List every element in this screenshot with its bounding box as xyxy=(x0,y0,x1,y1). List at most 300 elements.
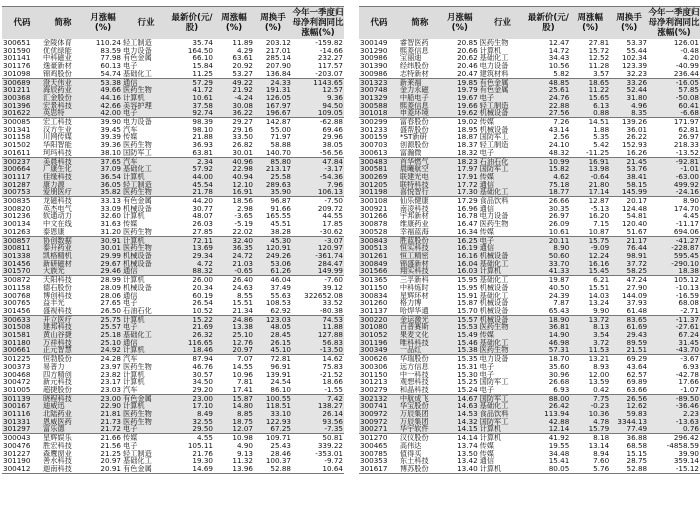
turnover-cell: 191.31 xyxy=(254,86,292,94)
month-change-cell: 16.47 xyxy=(457,220,478,228)
turnover-cell: 53.76 xyxy=(610,165,648,173)
profit-growth-cell: 9.36 xyxy=(292,94,344,102)
industry-cell: 医药生物 xyxy=(123,362,152,371)
code-cell: 300843 xyxy=(359,236,399,244)
code-cell: 301080 xyxy=(359,323,399,331)
turnover-cell: 32.23 xyxy=(610,70,648,78)
code-cell: 302132 xyxy=(359,394,399,402)
code-cell: 300108 xyxy=(360,196,388,205)
week-change-cell: 7.07 xyxy=(236,354,253,363)
code-cell: 301297 xyxy=(2,425,42,433)
month-change-cell: 42.66 xyxy=(84,102,122,110)
month-change-cell: 37.09 xyxy=(84,165,122,173)
turnover-cell: 48.05 xyxy=(254,323,292,331)
month-change-cell: 18.37 xyxy=(457,141,478,149)
code-cell: 300768 xyxy=(3,291,31,300)
month-change-cell: 77.98 xyxy=(100,54,121,63)
industry-cell: 通信 xyxy=(122,267,170,275)
week-change-cell: 3.54 xyxy=(570,331,610,339)
name-cell: 宏工科技 xyxy=(43,117,72,126)
price-cell: 6.93 xyxy=(526,386,570,394)
code-cell: 300588 xyxy=(359,102,399,110)
name-cell: 中科磁业 xyxy=(43,54,72,63)
turnover-cell: 136.84 xyxy=(254,70,292,78)
name-cell: 博苏股份 xyxy=(399,465,441,473)
code-cell: 301270 xyxy=(360,433,388,442)
turnover-cell: 28.75 xyxy=(626,457,648,465)
industry-cell: 传媒 xyxy=(479,117,495,126)
week-change-cell: 0.88 xyxy=(570,109,610,117)
month-change-cell: 17.30 xyxy=(441,188,479,196)
profit-growth-cell: 296.42 xyxy=(673,433,699,442)
table-row xyxy=(2,236,344,244)
week-change-cell: 15.45 xyxy=(570,267,610,275)
table-row xyxy=(2,197,344,205)
turnover-cell: 35.90 xyxy=(254,188,292,196)
industry-cell: 有色金属 xyxy=(122,394,170,402)
price-cell: 88.00 xyxy=(526,394,570,402)
month-change-cell: 23.00 xyxy=(84,394,122,402)
industry-cell: 有色金属 xyxy=(123,54,152,63)
profit-growth-cell: -10.13 xyxy=(675,283,699,292)
week-change-cell: 13.21 xyxy=(588,354,610,363)
industry-cell: 电子 xyxy=(479,94,527,102)
month-change-cell: 19.79 xyxy=(441,86,479,94)
name-cell: 泰恩康 xyxy=(42,228,84,236)
month-change-cell: 14.63 xyxy=(441,402,479,410)
code-cell: 301590 xyxy=(3,46,31,55)
industry-cell: 医药生物 xyxy=(479,220,509,228)
month-change-cell: 37.65 xyxy=(84,157,122,165)
name-cell: 盛视科技 xyxy=(42,307,84,315)
industry-cell: 机械设备 xyxy=(122,260,170,268)
code-cell: 301611 xyxy=(2,149,42,157)
table-row xyxy=(2,165,344,173)
industry-cell: 轻工制造 xyxy=(479,102,527,110)
industry-cell: 食品饮料 xyxy=(479,196,509,205)
week-change-cell: 13.59 xyxy=(588,378,610,386)
month-change-cell: 15.87 xyxy=(457,299,478,307)
price-cell: 22.88 xyxy=(526,102,570,110)
table-row xyxy=(359,355,700,363)
week-change-cell: 12.00 xyxy=(588,370,610,379)
profit-growth-cell: 10.64 xyxy=(292,465,344,473)
price-cell: 30.35 xyxy=(548,204,570,213)
table-row xyxy=(359,323,700,331)
name-cell: 宏景科技 xyxy=(42,102,84,110)
week-change-cell: 22.02 xyxy=(214,228,254,236)
turnover-cell: 98.91 xyxy=(610,252,648,260)
profit-growth-cell: 209.72 xyxy=(317,204,343,213)
code-cell: 301225 xyxy=(3,354,31,363)
week-change-cell: 63.61 xyxy=(232,54,253,63)
month-change-cell: 33.13 xyxy=(100,196,121,205)
month-change-cell: 31.63 xyxy=(100,220,121,228)
month-change-cell: 15.57 xyxy=(441,315,479,323)
name-cell: 迪威迅 xyxy=(42,402,84,410)
name-cell: *ST新研 xyxy=(399,133,427,142)
price-cell: 18.77 xyxy=(526,188,570,196)
code-cell: 300299 xyxy=(360,117,388,126)
turnover-cell: 72.81 xyxy=(270,354,291,363)
week-change-cell: 15.65 xyxy=(570,94,610,102)
profit-growth-cell: 339.22 xyxy=(317,441,343,450)
industry-cell: 医药生物 xyxy=(479,323,527,331)
turnover-cell: 71.97 xyxy=(270,133,291,142)
week-change-cell: -11.25 xyxy=(570,149,610,157)
month-change-cell: 21.66 xyxy=(100,433,121,442)
price-cell: 19.55 xyxy=(548,441,570,450)
name-cell: 联特科技 xyxy=(399,181,441,189)
right-table-body xyxy=(359,39,700,473)
industry-cell: 通信 xyxy=(123,291,138,300)
table-row xyxy=(2,205,344,213)
industry-cell: 国防军工 xyxy=(479,418,527,426)
price-cell: 57.31 xyxy=(526,346,570,354)
industry-cell: 基础化工 xyxy=(122,70,170,78)
price-cell: 2.34 xyxy=(170,157,214,165)
code-cell: 301329 xyxy=(359,94,399,102)
code-cell: 300483 xyxy=(359,157,399,165)
table-row xyxy=(2,212,344,220)
name-cell: 软通动力 xyxy=(43,212,72,221)
profit-growth-cell: 232.27 xyxy=(317,54,343,63)
industry-cell: 国防军工 xyxy=(479,394,527,402)
name-cell: 恒实科技 xyxy=(399,244,441,252)
table-row xyxy=(2,149,344,157)
name-cell: 志特新材 xyxy=(399,70,441,78)
industry-cell: 计算机 xyxy=(123,212,145,221)
week-change-cell: 13.24 xyxy=(588,299,610,307)
price-cell: 32.55 xyxy=(170,418,214,426)
industry-cell: 传媒 xyxy=(123,220,138,228)
month-change-cell: 49.66 xyxy=(84,86,122,94)
name-cell: 值得买 xyxy=(399,449,422,458)
profit-growth-cell: -80.38 xyxy=(292,307,344,315)
profit-growth-cell: 595.45 xyxy=(648,252,700,260)
table-row xyxy=(2,410,344,418)
code-cell: 300872 xyxy=(3,275,31,284)
industry-cell: 电子 xyxy=(123,441,138,450)
table-row xyxy=(359,102,700,110)
week-change-cell: 40.96 xyxy=(214,157,254,165)
industry-cell: 机械设备 xyxy=(479,125,509,134)
price-cell: 48.07 xyxy=(192,212,213,221)
industry-cell: 机械设备 xyxy=(479,315,527,323)
table-row xyxy=(2,54,344,62)
industry-cell: 电子 xyxy=(479,362,495,371)
industry-cell: 计算机 xyxy=(123,275,145,284)
profit-growth-cell: 1143.65 xyxy=(292,78,344,86)
month-change-cell: 20.47 xyxy=(441,70,479,78)
week-change-cell: 16.16 xyxy=(570,260,610,268)
name-cell: 百普赛斯 xyxy=(399,323,441,331)
profit-growth-cell: 17.85 xyxy=(322,220,343,228)
week-change-cell: 12.87 xyxy=(588,196,610,205)
name-cell: 易普力 xyxy=(43,362,65,371)
table-row xyxy=(359,118,700,126)
code-cell: 300626 xyxy=(360,354,388,363)
profit-growth-cell: 7.42 xyxy=(292,394,344,402)
price-cell: 34.43 xyxy=(548,54,570,63)
name-cell: 星辉娱乐 xyxy=(43,433,72,442)
table-row xyxy=(359,62,700,70)
month-change-cell: 28.99 xyxy=(100,275,121,284)
profit-growth-cell: -4858.59 xyxy=(666,441,699,450)
week-change-cell: 10.87 xyxy=(570,228,610,236)
profit-growth-cell: 6.93 xyxy=(682,362,699,371)
industry-cell: 计算机 xyxy=(479,465,527,473)
profit-growth-cell: -159.82 xyxy=(315,39,343,47)
code-cell: 301180 xyxy=(2,339,42,347)
week-change-cell: 10.96 xyxy=(232,370,253,379)
industry-cell: 计算机 xyxy=(479,46,502,55)
profit-growth-cell: 56.83 xyxy=(292,339,344,347)
profit-growth-cell: -13.50 xyxy=(292,346,344,354)
industry-cell: 计算机 xyxy=(479,425,527,433)
week-change-cell: 33.50 xyxy=(232,133,253,142)
industry-cell: 有色金属 xyxy=(122,465,170,473)
price-cell: 164.50 xyxy=(187,46,213,55)
price-cell: 57.29 xyxy=(170,78,214,86)
name-cell: 一品红 xyxy=(399,346,441,354)
table-row xyxy=(2,39,344,47)
code-cell: 301213 xyxy=(360,378,388,386)
turnover-cell: 145.99 xyxy=(610,188,648,196)
industry-cell: 电力设备 xyxy=(479,212,509,221)
week-change-cell: 24.63 xyxy=(232,283,253,292)
industry-cell: 电子 xyxy=(122,109,170,117)
industry-cell: 医药生物 xyxy=(122,188,170,196)
table-row xyxy=(2,465,344,473)
price-cell: 12.47 xyxy=(548,39,570,47)
turnover-cell: 28.46 xyxy=(270,449,291,458)
name-cell: 新莱福 xyxy=(399,78,441,86)
industry-cell: 基础化工 xyxy=(479,339,527,347)
price-cell: 63.81 xyxy=(170,149,214,157)
profit-growth-cell: 138.27 xyxy=(292,402,344,410)
turnover-cell: 120.91 xyxy=(254,244,292,252)
code-cell: 301260 xyxy=(360,299,388,307)
turnover-cell: 20.17 xyxy=(626,196,648,205)
industry-cell: 计算机 xyxy=(122,236,170,244)
turnover-cell: 37.72 xyxy=(610,260,648,268)
industry-cell: 计算机 xyxy=(122,173,170,181)
profit-growth-cell: 126.01 xyxy=(673,39,699,47)
profit-growth-cell: 69.46 xyxy=(322,125,343,134)
name-cell: 善水科技 xyxy=(43,457,72,465)
profit-growth-cell: -1.07 xyxy=(648,386,700,394)
code-cell: 301390 xyxy=(360,62,388,70)
code-cell: 301266 xyxy=(360,212,388,221)
profit-growth-cell: 29.96 xyxy=(322,133,343,142)
code-cell: 300986 xyxy=(360,54,388,63)
turnover-cell: 53.06 xyxy=(254,260,292,268)
name-cell: 汉仪股份 xyxy=(399,433,429,442)
table-row xyxy=(2,457,344,465)
code-cell: 300835 xyxy=(3,196,31,205)
week-change-cell: 22.98 xyxy=(214,165,254,173)
industry-cell: 医药生物 xyxy=(479,346,527,354)
code-cell: 300306 xyxy=(360,362,388,371)
price-cell: 44.20 xyxy=(192,196,213,205)
month-change-cell: 13.42 xyxy=(457,457,478,465)
header-latest-price: 最新价(元/股) xyxy=(526,7,570,40)
week-change-cell: 7.81 xyxy=(236,378,253,386)
profit-growth-cell: 8.90 xyxy=(682,196,699,205)
table-row xyxy=(359,54,700,62)
month-change-cell: 39.90 xyxy=(100,117,121,126)
week-change-cell: 49.22 xyxy=(214,78,254,86)
table-row xyxy=(359,371,700,379)
price-cell: 12.14 xyxy=(526,425,570,433)
month-change-cell: 25.10 xyxy=(84,339,122,347)
name-cell: 华阳智能 xyxy=(43,141,72,149)
month-change-cell: 30.01 xyxy=(84,244,122,252)
table-row xyxy=(359,47,700,55)
name-cell: 汇金股份 xyxy=(42,94,84,102)
price-cell: 26.09 xyxy=(548,220,570,228)
table-row xyxy=(359,228,700,236)
code-cell: 301456 xyxy=(2,260,42,268)
code-cell: 300834 xyxy=(360,291,388,300)
table-row xyxy=(2,394,344,402)
turnover-cell: 29.43 xyxy=(610,331,648,339)
industry-cell: 传媒 xyxy=(479,441,495,450)
turnover-cell: 122.93 xyxy=(254,418,292,426)
name-cell: 优优绿能 xyxy=(43,46,72,55)
month-change-cell: 32.60 xyxy=(100,212,121,221)
name-cell: 佳缘科技 xyxy=(42,173,84,181)
turnover-cell: 144.09 xyxy=(621,291,648,300)
month-change-cell: 13.74 xyxy=(457,441,478,450)
table-row xyxy=(359,181,700,189)
month-change-cell: 19.67 xyxy=(441,94,479,102)
price-cell: 21.69 xyxy=(170,323,214,331)
profit-growth-cell: -16.59 xyxy=(675,291,699,300)
code-cell: 300811 xyxy=(2,244,42,252)
month-change-cell: 14.53 xyxy=(441,410,479,418)
header-q1-profit-growth: 今年一季度归母净利润同比涨幅(%) xyxy=(292,8,344,38)
profit-growth-cell: -1.01 xyxy=(648,165,700,173)
turnover-cell: 27.90 xyxy=(626,283,648,292)
code-cell: 300921 xyxy=(360,204,388,213)
month-change-cell: 15.46 xyxy=(441,339,479,347)
price-cell: 26.00 xyxy=(192,275,213,284)
table-row xyxy=(359,346,700,354)
name-cell: 海辰药业 xyxy=(42,86,84,94)
week-change-cell: -0.23 xyxy=(570,402,610,410)
name-cell: 美晨科技 xyxy=(42,157,84,165)
turnover-cell: 59.83 xyxy=(610,410,648,418)
industry-cell: 传媒 xyxy=(479,173,527,181)
table-row xyxy=(2,363,344,371)
industry-cell: 轻工制造 xyxy=(479,141,509,149)
turnover-cell: 249.26 xyxy=(254,252,292,260)
month-change-cell: 83.59 xyxy=(100,46,121,55)
industry-cell: 计算机 xyxy=(122,346,170,354)
price-cell: 21.88 xyxy=(192,133,213,142)
code-cell: 300633 xyxy=(2,315,42,323)
month-change-cell: 23.97 xyxy=(100,362,121,371)
month-change-cell: 15.25 xyxy=(457,378,478,386)
turnover-cell: 26.56 xyxy=(610,394,648,402)
industry-cell: 基础化工 xyxy=(123,457,152,465)
month-change-cell: 25.18 xyxy=(84,331,122,339)
month-change-cell: 17.91 xyxy=(441,173,479,181)
week-change-cell: 11.22 xyxy=(570,86,610,94)
price-cell: 29.50 xyxy=(170,425,214,433)
name-cell: 金陵体育 xyxy=(43,39,72,47)
turnover-cell: 38.28 xyxy=(254,228,292,236)
turnover-cell: 31.80 xyxy=(610,94,648,102)
week-change-cell: 15.51 xyxy=(588,283,610,292)
turnover-cell: 118.51 xyxy=(254,402,292,410)
week-change-cell: -5.13 xyxy=(590,204,610,213)
turnover-cell: 100.37 xyxy=(265,457,291,465)
code-cell: 301190 xyxy=(3,457,31,465)
code-cell: 301098 xyxy=(2,70,42,78)
industry-cell: 电子 xyxy=(122,323,170,331)
table-row xyxy=(2,126,344,134)
month-change-cell: 20.97 xyxy=(100,457,121,465)
profit-growth-cell: -14.66 xyxy=(319,46,343,55)
turnover-cell: 67.25 xyxy=(254,425,292,433)
industry-cell: 轻工制造 xyxy=(122,181,170,189)
table-row xyxy=(359,307,700,315)
code-cell: 301341 xyxy=(3,125,31,134)
month-change-cell: 14.67 xyxy=(441,394,479,402)
name-cell: 晨曦航空 xyxy=(399,165,441,173)
profit-growth-cell: 17.66 xyxy=(678,378,699,386)
name-cell: 华宝股份 xyxy=(399,402,441,410)
profit-growth-cell: -15.12 xyxy=(648,465,700,473)
industry-cell: 通信 xyxy=(479,204,495,213)
industry-cell: 通信 xyxy=(122,339,170,347)
week-change-cell: 8.93 xyxy=(593,362,610,371)
turnover-cell: 63.66 xyxy=(610,386,648,394)
month-change-cell: 16.78 xyxy=(457,212,478,221)
table-row xyxy=(359,284,700,292)
week-change-cell: 12.76 xyxy=(214,339,254,347)
profit-growth-cell: -11.37 xyxy=(648,315,700,323)
month-change-cell: 36.54 xyxy=(84,173,122,181)
code-cell: 300748 xyxy=(359,86,399,94)
table-row xyxy=(359,197,700,205)
industry-cell: 国防军工 xyxy=(479,133,509,142)
price-cell: 15.84 xyxy=(192,62,213,70)
price-cell: 10.56 xyxy=(548,62,570,70)
industry-cell: 基础化工 xyxy=(479,402,527,410)
industry-cell: 汽车 xyxy=(122,157,170,165)
code-cell: 301227 xyxy=(3,449,31,458)
industry-cell: 石油石化 xyxy=(479,157,527,165)
name-cell: 宝丽迪 xyxy=(399,54,422,63)
name-cell: 和晶科技 xyxy=(399,386,441,394)
month-change-cell: 15.35 xyxy=(457,354,478,363)
week-change-cell: 12.07 xyxy=(214,425,254,433)
week-change-cell: 10.36 xyxy=(570,410,610,418)
price-cell: 48.85 xyxy=(526,78,570,86)
turnover-cell: 3344.13 xyxy=(610,418,648,426)
profit-growth-cell: -92.81 xyxy=(648,157,700,165)
turnover-cell: 53.37 xyxy=(626,39,648,47)
name-cell: 果麦文化 xyxy=(399,331,441,339)
table-row xyxy=(359,299,700,307)
profit-growth-cell: -3.17 xyxy=(292,165,344,173)
profit-growth-cell: 7.96 xyxy=(292,181,344,189)
industry-cell: 建筑材料 xyxy=(479,70,527,78)
